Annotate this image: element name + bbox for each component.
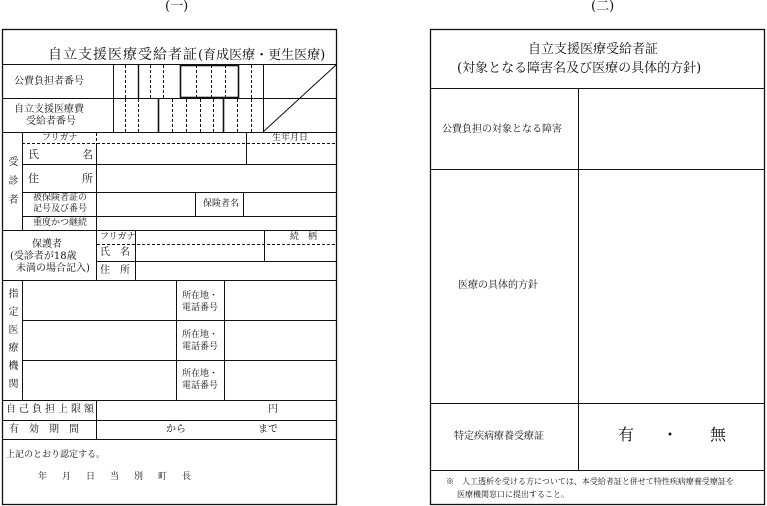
address-label-2: 所 <box>82 172 93 185</box>
guardian-label-3: 未満の場合記入) <box>16 263 90 274</box>
until-label: まで <box>258 424 278 435</box>
note-line-1: ※ 人工透析を受ける方については、本受給者証と併せて特性疾病療養受療証を <box>446 477 734 486</box>
insurance-symbol-label-2: 記号及び番号 <box>33 204 88 214</box>
payer-number-label: 公費負担者番号 <box>14 76 84 87</box>
from-label: から <box>166 424 186 435</box>
date-issuer-text: 年 月 日 当 別 町 長 <box>38 472 195 482</box>
form-2-title-2: (対象となる障害名及び医療の具体的方針) <box>457 61 702 76</box>
patient-side-label: 受診者 <box>6 156 17 213</box>
location-label-3b: 電話番号 <box>182 381 219 391</box>
location-label-2b: 電話番号 <box>182 342 219 352</box>
guardian-label-2: (受診者が18歳 <box>10 251 77 262</box>
separator-dot: ・ <box>662 425 679 444</box>
form-1-title-sub: (育成医療・更生医療) <box>198 48 326 63</box>
birthdate-label: 生年月日 <box>272 133 309 143</box>
copay-limit-label: 自己負担上限額 <box>6 404 97 415</box>
no-option: 無 <box>710 425 727 444</box>
name-label-1: 氏 <box>28 148 39 161</box>
guardian-address-label: 住 所 <box>100 265 130 276</box>
specified-disease-label: 特定疾病療養受療証 <box>454 431 544 442</box>
guardian-furigana-label: フリガナ <box>100 232 136 242</box>
name-label-2: 名 <box>82 148 93 161</box>
severe-continuous-label: 重度かつ継続 <box>33 218 88 228</box>
validity-period-label: 有 効 期 間 <box>9 424 79 435</box>
note-line-2: 医療機関窓口に提出すること。 <box>457 490 569 499</box>
location-label-1a: 所在地・ <box>182 291 219 301</box>
guardian-name-label: 氏 名 <box>100 247 130 258</box>
insurer-name-label: 保険者名 <box>203 199 240 209</box>
location-label-1b: 電話番号 <box>182 303 219 313</box>
disability-label: 公費負担の対象となる障害 <box>442 124 562 135</box>
policy-label: 医療の具体的方針 <box>458 280 538 291</box>
form-1-heading: (一) <box>165 0 189 14</box>
yes-option: 有 <box>618 425 635 444</box>
relationship-label: 続 柄 <box>290 232 318 242</box>
recipient-number-label-2: 受給者番号 <box>26 116 76 127</box>
form-2-title-1: 自立支援医療受給者証 <box>528 42 659 57</box>
institution-side-label: 指定医療機関 <box>6 288 17 396</box>
insurance-symbol-label-1: 被保険者証の <box>33 193 88 203</box>
guardian-label-1: 保護者 <box>32 239 62 250</box>
form-1-title: 自立支援医療受給者証 <box>48 47 198 63</box>
recipient-number-label-1: 自立支援医療費 <box>14 104 84 115</box>
yen-label: 円 <box>268 404 278 415</box>
certified-text: 上記のとおり認定する。 <box>6 450 106 460</box>
location-label-3a: 所在地・ <box>182 369 219 379</box>
form-2-heading: (二) <box>591 0 615 14</box>
address-label-1: 住 <box>28 172 39 185</box>
furigana-label: フリガナ <box>42 133 78 143</box>
location-label-2a: 所在地・ <box>182 330 219 340</box>
